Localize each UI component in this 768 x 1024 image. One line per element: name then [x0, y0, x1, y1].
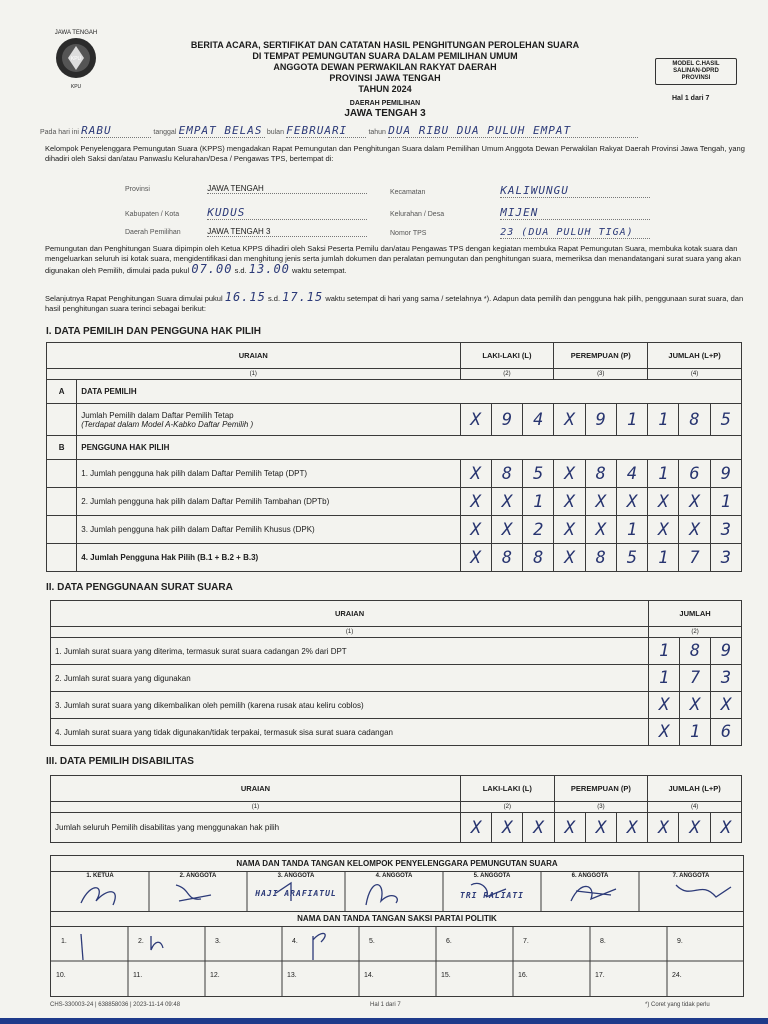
waktu-setempat: waktu setempat. — [291, 266, 347, 275]
provinsi-value: JAWA TENGAH — [207, 184, 367, 194]
b1-v4: X — [554, 460, 585, 488]
b2-label: 2. Jumlah pengguna hak pilih dalam Daftar Pemilih Tambahan (DPTb) — [77, 488, 460, 516]
code-b: B — [47, 436, 77, 460]
kabupaten-row — [125, 206, 367, 220]
tps-label: Nomor TPS — [390, 230, 427, 237]
b3-v5: X — [585, 516, 616, 544]
document-header — [150, 40, 620, 95]
header-line-3: ANGGOTA DEWAN PERWAKILAN RAKYAT DAERAH — [273, 62, 497, 72]
b1-v3: 5 — [523, 460, 554, 488]
b3-v8: X — [679, 516, 710, 544]
s2-r3-v1: X — [649, 692, 680, 719]
row-b4 — [47, 544, 742, 572]
kegiatan-text: Pemungutan dan Penghitungan Suara dipimpin oleh Ketua KPPS dihadiri oleh Saksi Peserta Pemilu dan/atau Pengawas TPS dengan kegiatan membuka Rapat Pemungutan Suara, membuka kotak suara dan mengeluarkan seluruh isi kotak suara, mengidentifikasi dan menghitung jenis serta jumlah dokumen dan peralatan pemungutan dan penghitungan suara, memeriksa dan menandatangani surat suara yang akan digunakan oleh Pemilih, dimulai pada pukul — [45, 244, 741, 275]
b4-v5: 8 — [585, 544, 616, 572]
s2-r4-v3: 6 — [711, 719, 742, 746]
s2-r1-label: 1. Jumlah surat suara yang diterima, termasuk surat suara cadangan 2% dari DPT — [51, 638, 649, 665]
kelurahan-value: MIJEN — [500, 206, 650, 220]
col-uraian: URAIAN — [47, 343, 461, 369]
tps-row — [390, 227, 650, 239]
s3-v6: X — [617, 813, 648, 843]
section2-table — [50, 600, 742, 746]
s3-sub-3: (3) — [554, 802, 648, 813]
col-laki: LAKI-LAKI (L) — [460, 343, 554, 369]
b3-label: 3. Jumlah pengguna hak pilih dalam Daftar Pemilih Khusus (DPK) — [77, 516, 460, 544]
b3-v4: X — [554, 516, 585, 544]
kelurahan-label: Kelurahan / Desa — [390, 211, 445, 218]
saksi-3: 3. — [215, 938, 221, 945]
intro-line — [40, 124, 638, 138]
tahun-label: tahun — [368, 129, 386, 136]
sd-1: s.d. — [234, 266, 247, 275]
a1-p-1: X — [554, 404, 585, 436]
s2-row-2 — [51, 665, 742, 692]
b2-v7: X — [648, 488, 679, 516]
saksi-2: 2. — [138, 938, 144, 945]
b1-v2: 8 — [491, 460, 522, 488]
saksi-13: 13. — [287, 972, 297, 979]
sig-role-7: 7. ANGGOTA — [672, 873, 710, 879]
s3-v4: X — [554, 813, 585, 843]
b1-v6: 4 — [616, 460, 647, 488]
kecamatan-label: Kecamatan — [390, 189, 426, 196]
row-b3 — [47, 516, 742, 544]
b2-v4: X — [554, 488, 585, 516]
kpps-signatures — [51, 871, 743, 911]
saksi-1: 1. — [61, 938, 67, 945]
b1-v5: 8 — [585, 460, 616, 488]
model-line-3: PROVINSI — [681, 75, 711, 81]
saksi-15: 15. — [441, 972, 451, 979]
b2-v3: 1 — [523, 488, 554, 516]
code-a: A — [47, 380, 77, 404]
b2-v1: X — [460, 488, 491, 516]
footer-page: Hal 1 dari 7 — [370, 1002, 401, 1008]
b3-v9: 3 — [710, 516, 741, 544]
b4-v4: X — [554, 544, 585, 572]
s2-r2-v2: 7 — [680, 665, 711, 692]
s2-r1-v3: 9 — [711, 638, 742, 665]
start-time: 07.00 — [191, 262, 233, 276]
tps-value: 23 (DUA PULUH TIGA) — [500, 227, 650, 239]
header-line-4: PROVINSI JAWA TENGAH — [329, 73, 441, 83]
logo-text-bottom: KPU — [70, 84, 82, 90]
a1-j-3: 5 — [710, 404, 741, 436]
b4-v1: X — [460, 544, 491, 572]
s2-row-3 — [51, 692, 742, 719]
model-line-1: MODEL C.HASIL — [672, 61, 720, 67]
s3-sub-4: (4) — [648, 802, 742, 813]
tahun-value: DUA RIBU DUA PULUH EMPAT — [388, 124, 638, 138]
s2-r2-label: 2. Jumlah surat suara yang digunakan — [51, 665, 649, 692]
logo-text-top: JAWA TENGAH — [54, 30, 98, 36]
a1-j-1: 1 — [648, 404, 679, 436]
header-line-5: TAHUN 2024 — [358, 84, 412, 94]
saksi-12: 12. — [210, 972, 220, 979]
kpu-logo — [40, 22, 112, 94]
sig-role-2: 2. ANGGOTA — [179, 873, 217, 879]
page-number-top: Hal 1 dari 7 — [672, 95, 710, 102]
a1-l-2: 9 — [491, 404, 522, 436]
section3-sub-row — [51, 802, 742, 813]
b3-v7: X — [648, 516, 679, 544]
s3-v2: X — [492, 813, 523, 843]
dapil-row — [125, 227, 367, 237]
saksi-4: 4. — [292, 938, 298, 945]
s3-col-perempuan: PEREMPUAN (P) — [554, 776, 648, 802]
row-a1 — [47, 404, 742, 436]
row-b2 — [47, 488, 742, 516]
section2-sub-row — [51, 627, 742, 638]
sig-role-1: 1. KETUA — [86, 873, 114, 879]
s2-r4-v1: X — [649, 719, 680, 746]
sig-role-3: 3. ANGGOTA — [277, 873, 315, 879]
s3-sub-2: (2) — [460, 802, 554, 813]
s3-v8: X — [679, 813, 710, 843]
saksi-grid — [51, 926, 743, 996]
row-b1 — [47, 460, 742, 488]
s3-v3: X — [523, 813, 554, 843]
model-line-2: SALINAN-DPRD — [673, 68, 719, 74]
a1-l-3: 4 — [523, 404, 554, 436]
s2-r4-v2: 1 — [680, 719, 711, 746]
s2-r1-v1: 1 — [649, 638, 680, 665]
a1-p-2: 9 — [585, 404, 616, 436]
s2-sub-2: (2) — [649, 627, 742, 638]
kegiatan-paragraph — [45, 244, 745, 276]
s3-v7: X — [648, 813, 679, 843]
a1-label: Jumlah Pemilih dalam Daftar Pemilih Tetap — [81, 410, 234, 420]
saksi-16: 16. — [518, 972, 528, 979]
saksi-8: 8. — [600, 938, 606, 945]
b3-v1: X — [460, 516, 491, 544]
kelurahan-row — [390, 206, 650, 220]
b2-v2: X — [491, 488, 522, 516]
pada-hari-ini-label: Pada hari ini — [40, 129, 79, 136]
b1-v1: X — [460, 460, 491, 488]
b4-v3: 8 — [523, 544, 554, 572]
daerah-pemilihan — [300, 100, 470, 119]
bulan-value: FEBRUARI — [286, 124, 366, 138]
sig-role-6: 6. ANGGOTA — [571, 873, 609, 879]
s2-r2-v1: 1 — [649, 665, 680, 692]
s2-r4-label: 4. Jumlah surat suara yang tidak digunakan/tidak terpakai, termasuk sisa surat suara cadangan — [51, 719, 649, 746]
s3-v5: X — [585, 813, 616, 843]
b3-v6: 1 — [616, 516, 647, 544]
sub-4: (4) — [648, 369, 742, 380]
b1-v7: 1 — [648, 460, 679, 488]
sig-role-5: 5. ANGGOTA — [473, 873, 511, 879]
b4-v9: 3 — [710, 544, 741, 572]
logo-text-center: KPU — [70, 56, 82, 62]
saksi-11: 11. — [133, 972, 143, 979]
row-b-header — [47, 436, 742, 460]
s2-col-jumlah: JUMLAH — [649, 601, 742, 627]
sig-name-5: TRI PALIATI — [460, 891, 524, 900]
signature-box — [50, 855, 744, 997]
col-perempuan: PEREMPUAN (P) — [554, 343, 648, 369]
s2-row-4 — [51, 719, 742, 746]
b3-v3: 2 — [523, 516, 554, 544]
b2-v9: 1 — [710, 488, 741, 516]
s3-v9: X — [710, 813, 741, 843]
section1-header-row — [47, 343, 742, 369]
end-time: 13.00 — [248, 262, 290, 276]
kabupaten-label: Kabupaten / Kota — [125, 211, 180, 218]
section3-table — [50, 775, 742, 843]
footer-note: *) Coret yang tidak perlu — [645, 1002, 710, 1008]
section2-title: II. DATA PENGGUNAAN SURAT SUARA — [46, 582, 233, 593]
section1-title: I. DATA PEMILIH DAN PENGGUNA HAK PILIH — [46, 326, 261, 337]
dapil-label: Daerah Pemilihan — [125, 229, 181, 236]
a1-note: (Terdapat dalam Model A-Kabko Daftar Pemilih ) — [81, 419, 254, 429]
sig-name-3: HAJI ARAFIATUL — [255, 889, 337, 898]
s3-col-uraian: URAIAN — [51, 776, 461, 802]
dapil-value: JAWA TENGAH 3 — [207, 227, 367, 237]
sub-2: (2) — [460, 369, 554, 380]
s2-row-1 — [51, 638, 742, 665]
section3-title: III. DATA PEMILIH DISABILITAS — [46, 756, 194, 767]
kecamatan-row — [390, 184, 650, 198]
a-title: DATA PEMILIH — [77, 380, 742, 404]
bulan-label: bulan — [266, 129, 284, 136]
saksi-6: 6. — [446, 938, 452, 945]
count-start: 16.15 — [224, 290, 266, 304]
a1-j-2: 8 — [679, 404, 710, 436]
b2-v8: X — [679, 488, 710, 516]
section2-header-row — [51, 601, 742, 627]
b1-v9: 9 — [710, 460, 741, 488]
saksi-7: 7. — [523, 938, 529, 945]
s3-row — [51, 813, 742, 843]
saksi-14: 14. — [364, 972, 374, 979]
s3-col-laki: LAKI-LAKI (L) — [460, 776, 554, 802]
saksi-9: 9. — [677, 938, 683, 945]
s2-sub-1: (1) — [51, 627, 649, 638]
col-jumlah: JUMLAH (L+P) — [648, 343, 742, 369]
intro-text: Kelompok Penyelenggara Pemungutan Suara (KPPS) mengadakan Rapat Pemungutan dan Penghitungan Suara dalam Pemilihan Umum Anggota Dewan Perwakilan Rakyat Daerah Provinsi Jawa Tengah, yang dihadiri oleh Saksi dan/atau Panwaslu Kelurahan/Desa / Pengawas TPS, bertempat di: — [45, 144, 745, 163]
row-a-header — [47, 380, 742, 404]
tanggal-value: EMPAT BELAS — [179, 124, 265, 138]
s2-r3-v2: X — [680, 692, 711, 719]
s2-r3-label: 3. Jumlah surat suara yang dikembalikan oleh pemilih (karena rusak atau keliru coblos) — [51, 692, 649, 719]
hari-value: RABU — [81, 124, 151, 138]
b4-label: 4. Jumlah Pengguna Hak Pilih (B.1 + B.2 + B.3) — [77, 544, 460, 572]
s3-col-jumlah: JUMLAH (L+P) — [648, 776, 742, 802]
penghitungan-text-b: waktu setempat di hari yang sama / setelahnya *). Adapun data pemilih dan pengguna hak pilih, penggunaan surat suara, dan hasil penghitungan suara terinci sebagai berikut: — [45, 294, 744, 313]
count-end: 17.15 — [282, 290, 324, 304]
tanggal-label: tanggal — [153, 129, 177, 136]
sig-role-4: 4. ANGGOTA — [375, 873, 413, 879]
daerah-label: DAERAH PEMILIHAN — [349, 100, 421, 107]
section1-table — [46, 342, 742, 572]
b4-v2: 8 — [491, 544, 522, 572]
b1-v8: 6 — [679, 460, 710, 488]
section3-header-row — [51, 776, 742, 802]
saksi-24: 24. — [672, 972, 682, 979]
s2-r2-v3: 3 — [711, 665, 742, 692]
penghitungan-paragraph — [45, 292, 745, 314]
sub-3: (3) — [554, 369, 648, 380]
provinsi-row — [125, 184, 367, 194]
a1-l-1: X — [460, 404, 491, 436]
s2-r1-v2: 8 — [680, 638, 711, 665]
s2-r3-v3: X — [711, 692, 742, 719]
b4-v6: 5 — [616, 544, 647, 572]
s3-v1: X — [460, 813, 491, 843]
a1-label-cell — [77, 404, 460, 436]
b-title: PENGGUNA HAK PILIH — [77, 436, 742, 460]
b4-v8: 7 — [679, 544, 710, 572]
b2-v5: X — [585, 488, 616, 516]
model-box — [655, 58, 737, 85]
kpps-signature-title: NAMA DAN TANDA TANGAN KELOMPOK PENYELENGGARA PEMUNGUTAN SUARA — [236, 859, 558, 868]
a1-p-3: 1 — [616, 404, 647, 436]
s3-row-label: Jumlah seluruh Pemilih disabilitas yang menggunakan hak pilih — [51, 813, 461, 843]
saksi-5: 5. — [369, 938, 375, 945]
kabupaten-value: KUDUS — [207, 206, 367, 220]
penghitungan-text-a: Selanjutnya Rapat Penghitungan Suara dimulai pukul — [45, 294, 223, 303]
footer-code: CHS-330003-24 | 638858036 | 2023-11-14 09:48 — [50, 1002, 181, 1008]
kecamatan-value: KALIWUNGU — [500, 184, 650, 198]
section1-sub-row — [47, 369, 742, 380]
sd-2: s.d. — [267, 294, 281, 303]
b1-label: 1. Jumlah pengguna hak pilih dalam Daftar Pemilih Tetap (DPT) — [77, 460, 460, 488]
b3-v2: X — [491, 516, 522, 544]
s3-sub-1: (1) — [51, 802, 461, 813]
header-line-2: DI TEMPAT PEMUNGUTAN SUARA DALAM PEMILIHAN UMUM — [252, 51, 518, 61]
s2-col-uraian: URAIAN — [51, 601, 649, 627]
saksi-17: 17. — [595, 972, 605, 979]
sub-1: (1) — [47, 369, 461, 380]
provinsi-label: Provinsi — [125, 186, 150, 193]
b4-v7: 1 — [648, 544, 679, 572]
saksi-10: 10. — [56, 972, 66, 979]
header-line-1: BERITA ACARA, SERTIFIKAT DAN CATATAN HASIL PENGHITUNGAN PEROLEHAN SUARA — [190, 40, 580, 50]
daerah-value: JAWA TENGAH 3 — [344, 108, 426, 119]
saksi-signature-title: NAMA DAN TANDA TANGAN SAKSI PARTAI POLITIK — [297, 914, 497, 923]
b2-v6: X — [616, 488, 647, 516]
